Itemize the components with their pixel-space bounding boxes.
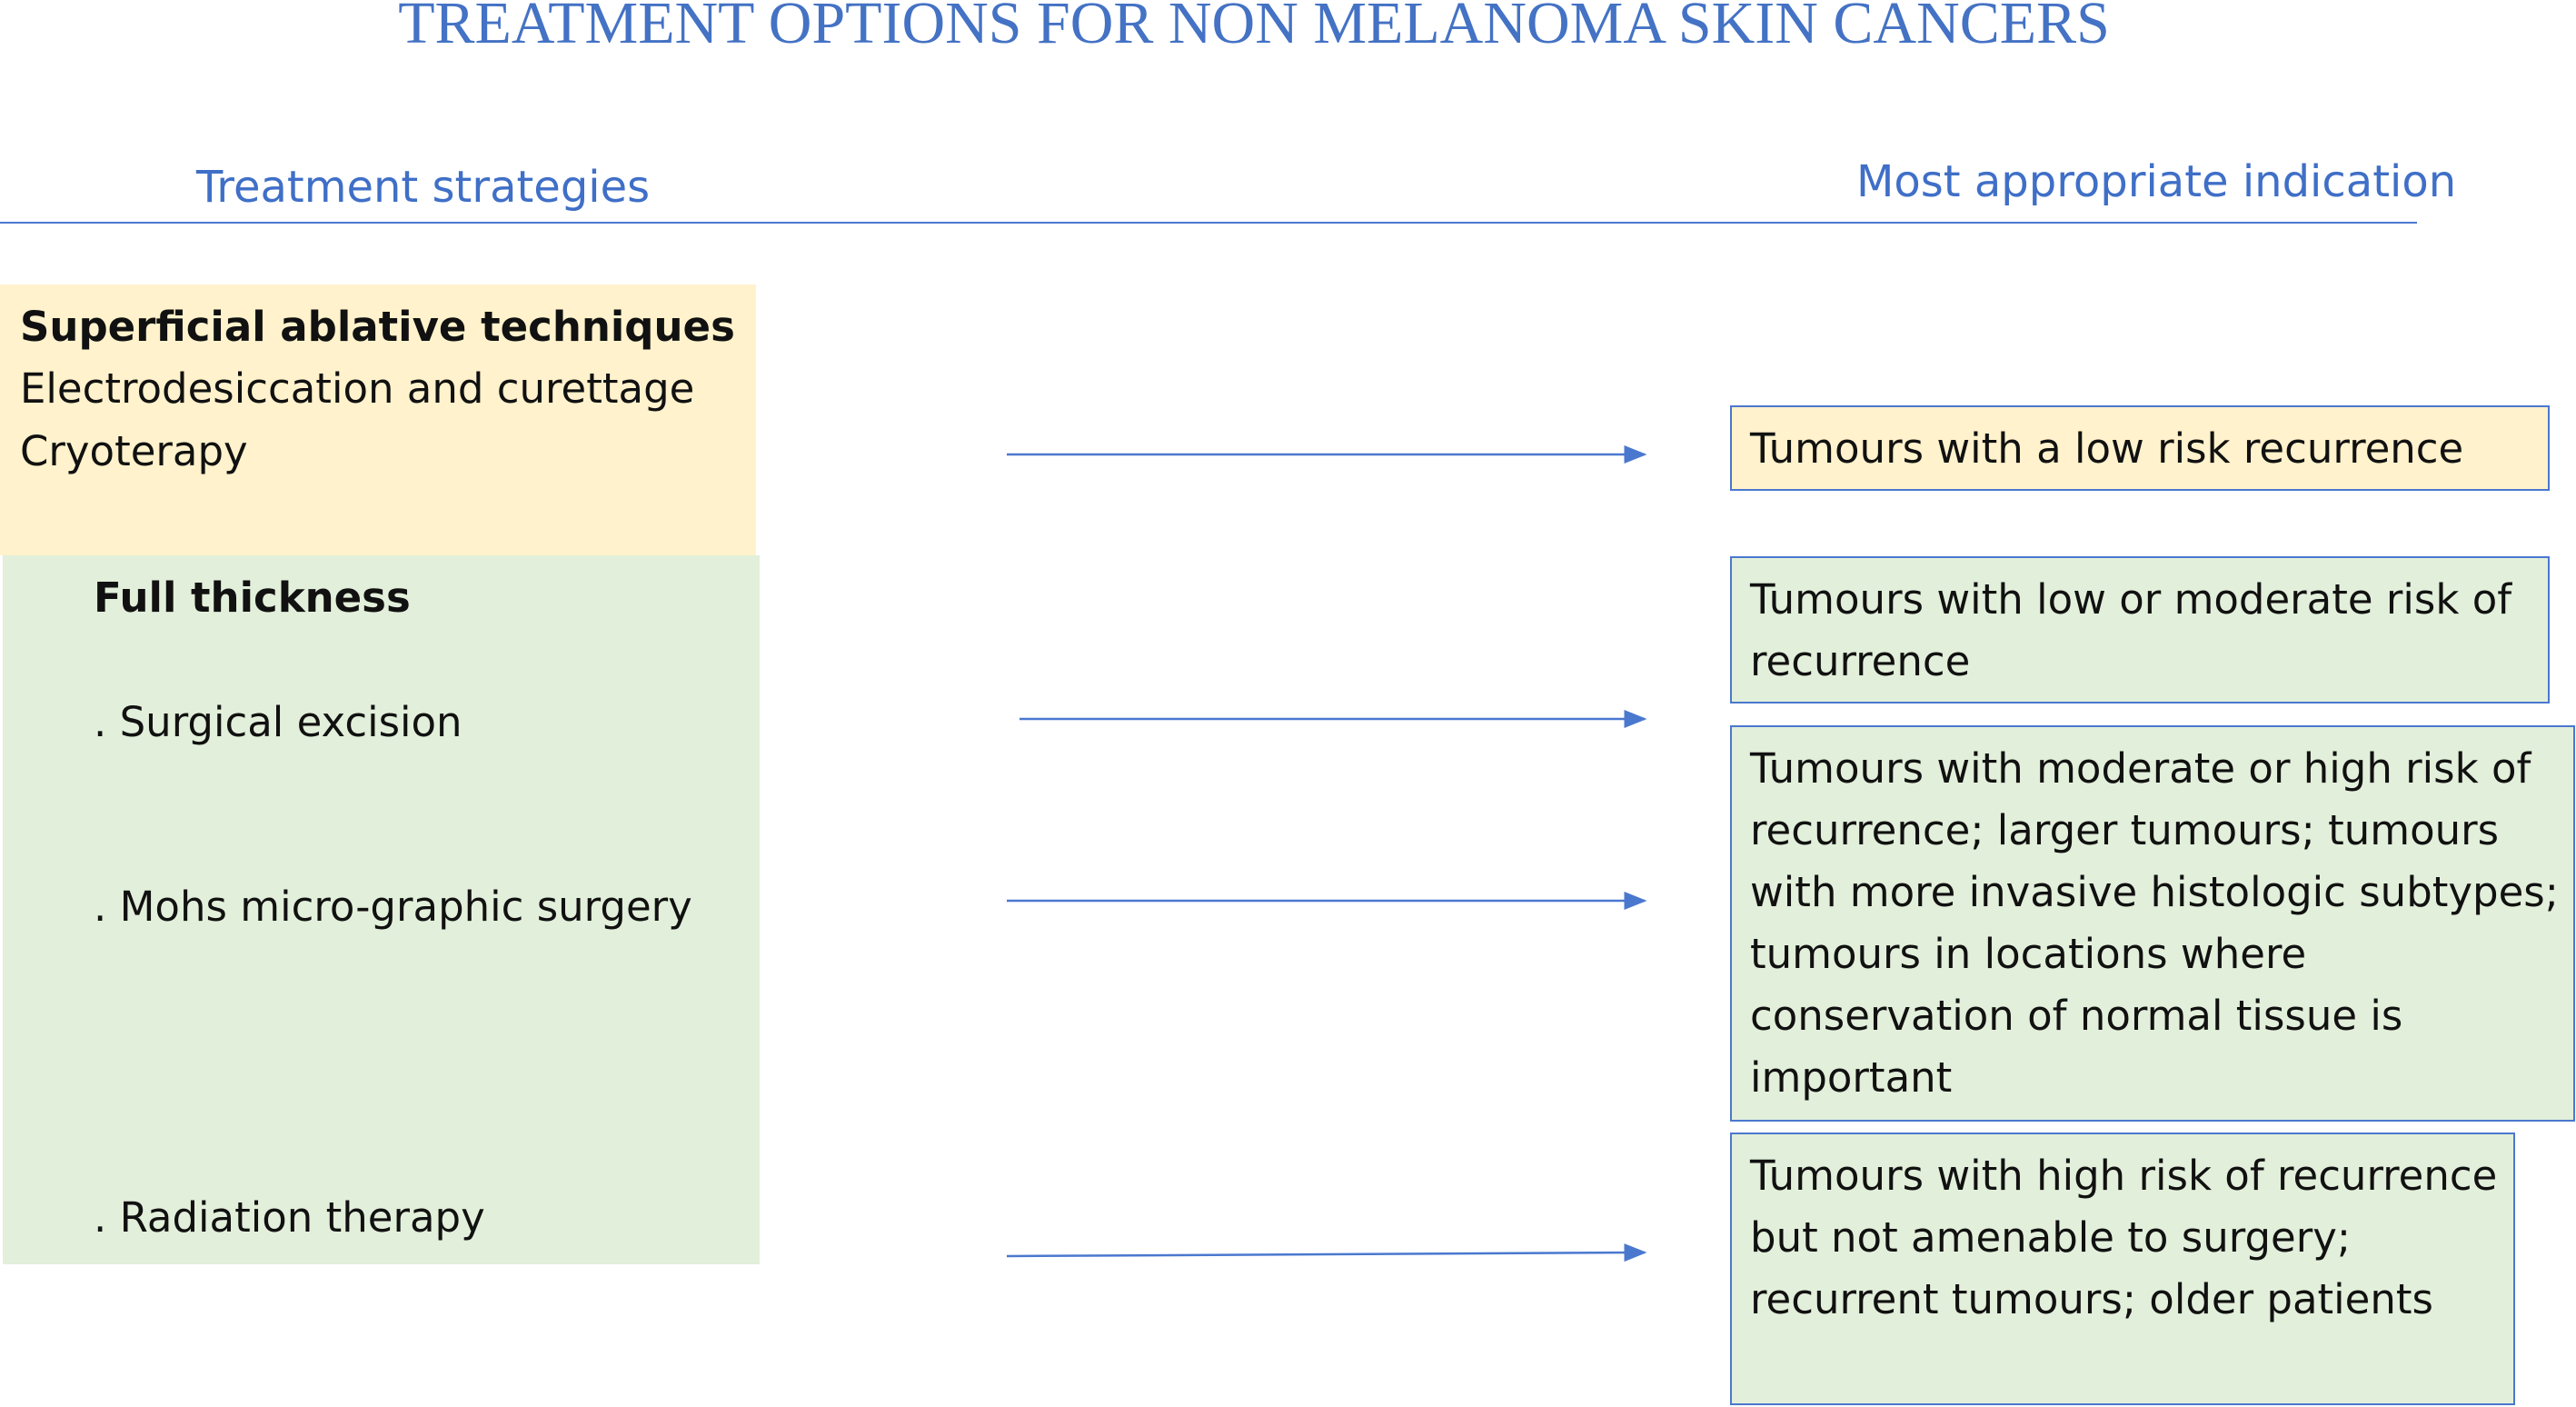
- indication-low-moderate-risk: Tumours with low or moderate risk of recurrence: [1730, 556, 2550, 704]
- treatment-strategies-header: Treatment strategies: [196, 162, 651, 213]
- indication-header: Most appropriate indication: [1856, 156, 2457, 207]
- diagram-title: TREATMENT OPTIONS FOR NON MELANOMA SKIN CANCERS: [398, 0, 2110, 56]
- indication-moderate-high-risk: Tumours with moderate or high risk of recurrence; larger tumours; tumours with more invasive histologic subtypes; tumours in locations where conservation of normal tissue is important: [1730, 725, 2575, 1122]
- ablative-item-electrodesiccation: Electrodesiccation and curettage: [20, 364, 695, 413]
- ablative-heading: Superficial ablative techniques: [20, 303, 735, 351]
- arrow-radiation-to-high-risk: [1007, 1252, 1645, 1256]
- full-thickness-item-mohs-surgery: . Mohs micro-graphic surgery: [94, 883, 692, 931]
- full-thickness-heading: Full thickness: [94, 574, 411, 622]
- full-thickness-item-radiation-therapy: . Radiation therapy: [94, 1193, 485, 1242]
- ablative-item-cryotherapy: Cryoterapy: [20, 427, 248, 475]
- indication-low-risk: Tumours with a low risk recurrence: [1730, 405, 2550, 491]
- indication-high-risk-non-surgical: Tumours with high risk of recurrence but not amenable to surgery; recurrent tumours; older patients: [1730, 1133, 2515, 1405]
- full-thickness-item-surgical-excision: . Surgical excision: [94, 698, 462, 746]
